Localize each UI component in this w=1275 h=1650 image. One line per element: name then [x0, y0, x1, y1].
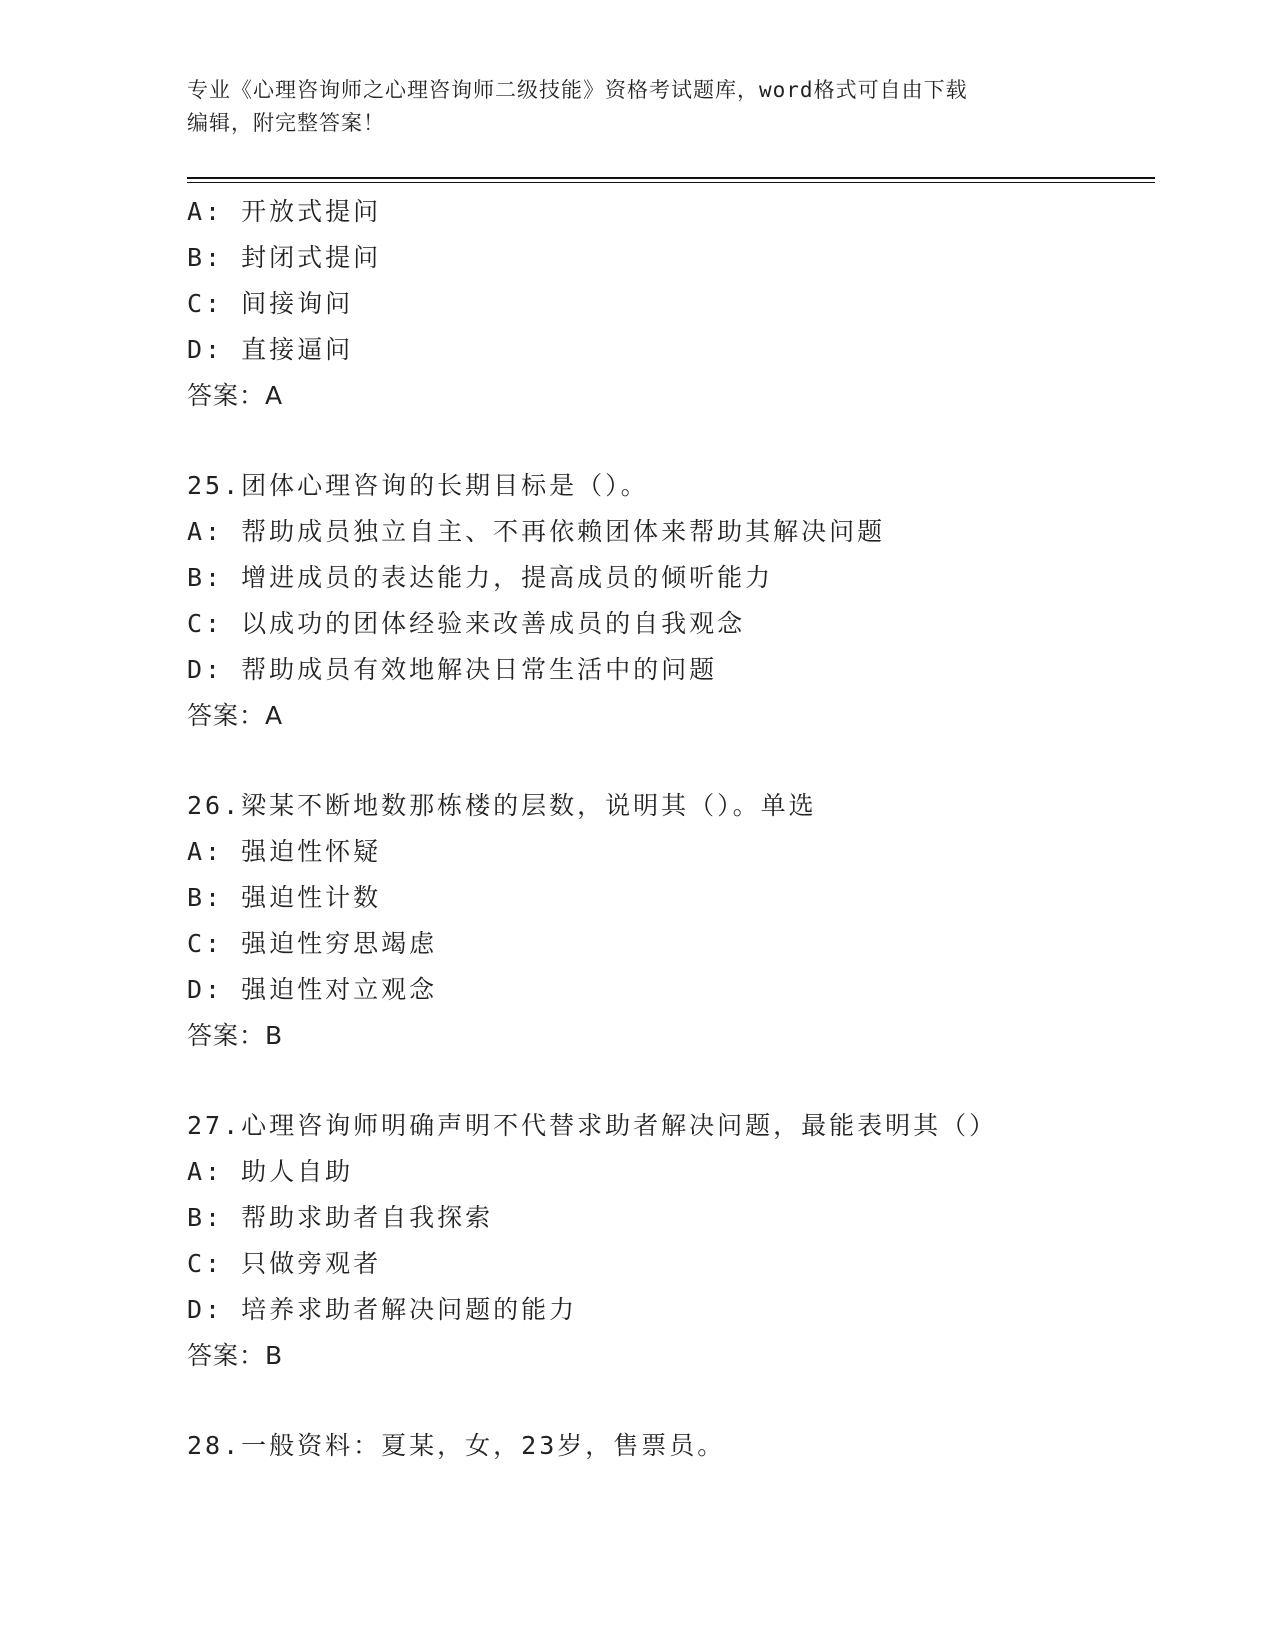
- question-block-26: [187, 783, 1155, 1059]
- answer-line: 答案：A: [187, 701, 284, 730]
- option-c: C: 以成功的团体经验来改善成员的自我观念: [187, 609, 746, 638]
- option-b: B: 封闭式提问: [187, 243, 382, 272]
- question-block-27: [187, 1103, 1155, 1379]
- option-d: D: 直接逼问: [187, 335, 354, 364]
- header-line-1: 专业《心理咨询师之心理咨询师二级技能》资格考试题库，word格式可自由下载: [187, 78, 968, 102]
- option-a: A: 开放式提问: [187, 197, 382, 226]
- question-text: 26.梁某不断地数那栋楼的层数，说明其（）。单选: [187, 791, 817, 820]
- spacer: [187, 1379, 1155, 1423]
- answer-line: 答案：B: [187, 1021, 284, 1050]
- question-text: 25.团体心理咨询的长期目标是（）。: [187, 471, 649, 500]
- header-line-2: 编辑，附完整答案！: [187, 111, 385, 135]
- spacer: [187, 419, 1155, 463]
- answer-line: 答案：A: [187, 381, 284, 410]
- document-header: [187, 74, 1067, 140]
- question-text: 28.一般资料：夏某，女，23岁，售票员。: [187, 1431, 726, 1460]
- header-divider-thin: [187, 182, 1155, 183]
- option-a: A: 帮助成员独立自主、不再依赖团体来帮助其解决问题: [187, 517, 886, 546]
- option-a: A: 强迫性怀疑: [187, 837, 382, 866]
- option-a: A: 助人自助: [187, 1157, 354, 1186]
- header-divider-thick: [187, 177, 1155, 179]
- question-list: [187, 189, 1155, 1469]
- question-block-25: [187, 463, 1155, 739]
- option-c: C: 只做旁观者: [187, 1249, 382, 1278]
- option-d: D: 培养求助者解决问题的能力: [187, 1295, 578, 1324]
- spacer: [187, 739, 1155, 783]
- question-text: 27.心理咨询师明确声明不代替求助者解决问题，最能表明其（）: [187, 1111, 998, 1140]
- option-b: B: 增进成员的表达能力，提高成员的倾听能力: [187, 563, 774, 592]
- option-b: B: 帮助求助者自我探索: [187, 1203, 494, 1232]
- spacer: [187, 1059, 1155, 1103]
- answer-line: 答案：B: [187, 1341, 284, 1370]
- option-c: C: 间接询问: [187, 289, 354, 318]
- option-c: C: 强迫性穷思竭虑: [187, 929, 438, 958]
- option-b: B: 强迫性计数: [187, 883, 382, 912]
- option-d: D: 强迫性对立观念: [187, 975, 438, 1004]
- question-block-28: [187, 1423, 1155, 1469]
- question-block-24: [187, 189, 1155, 419]
- option-d: D: 帮助成员有效地解决日常生活中的问题: [187, 655, 718, 684]
